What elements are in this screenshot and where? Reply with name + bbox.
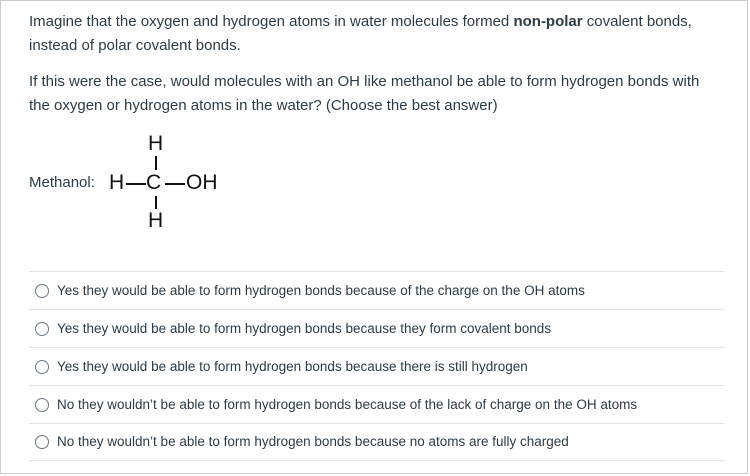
- answer-option-1[interactable]: [29, 271, 724, 309]
- question-paragraph-1: [29, 10, 719, 58]
- methanol-structure: [29, 131, 289, 236]
- bond-top: [155, 156, 157, 170]
- answer-option-4[interactable]: [29, 385, 724, 423]
- answer-list: [29, 271, 724, 461]
- question-p1-end: covalent bonds, instead of polar covalent bonds.: [29, 13, 692, 54]
- radio-button-icon[interactable]: [35, 322, 49, 336]
- radio-button-icon[interactable]: [35, 398, 49, 412]
- question-p1-start: Imagine that the oxygen and hydrogen atoms in water molecules formed: [29, 13, 514, 30]
- answer-option-5[interactable]: [29, 423, 724, 461]
- atom-h-left: H: [109, 171, 125, 194]
- bond-bottom: [155, 196, 157, 209]
- question-emphasis: non-polar: [513, 13, 583, 30]
- answer-label: Yes they would be able to form hydrogen bonds because they form covalent bonds: [57, 320, 552, 336]
- answer-option-2[interactable]: [29, 309, 724, 347]
- bond-right: [165, 183, 185, 185]
- group-oh: OH: [186, 171, 218, 194]
- structure-label: Methanol:: [29, 174, 95, 191]
- answer-label: No they wouldn’t be able to form hydrogen bonds because of the lack of charge on the OH atoms: [57, 396, 638, 412]
- atom-c: C: [146, 171, 162, 194]
- radio-button-icon[interactable]: [35, 284, 49, 298]
- atom-h-bottom: H: [148, 209, 164, 232]
- question-text: [29, 10, 719, 118]
- question-paragraph-2: If this were the case, would molecules with an OH like methanol be able to form hydrogen bonds with the oxygen or hydrogen atoms in the water? (Choose the best answer): [29, 73, 700, 114]
- answer-option-3[interactable]: [29, 347, 724, 385]
- radio-button-icon[interactable]: [35, 435, 49, 449]
- answer-label: Yes they would be able to form hydrogen bonds because there is still hydrogen: [57, 358, 528, 374]
- bond-left: [126, 183, 146, 185]
- atom-h-top: H: [148, 132, 164, 155]
- answer-label: No they wouldn’t be able to form hydrogen bonds because no atoms are fully charged: [57, 434, 569, 449]
- radio-button-icon[interactable]: [35, 360, 49, 374]
- answer-label: Yes they would be able to form hydrogen bonds because of the charge on the OH atoms: [57, 282, 585, 298]
